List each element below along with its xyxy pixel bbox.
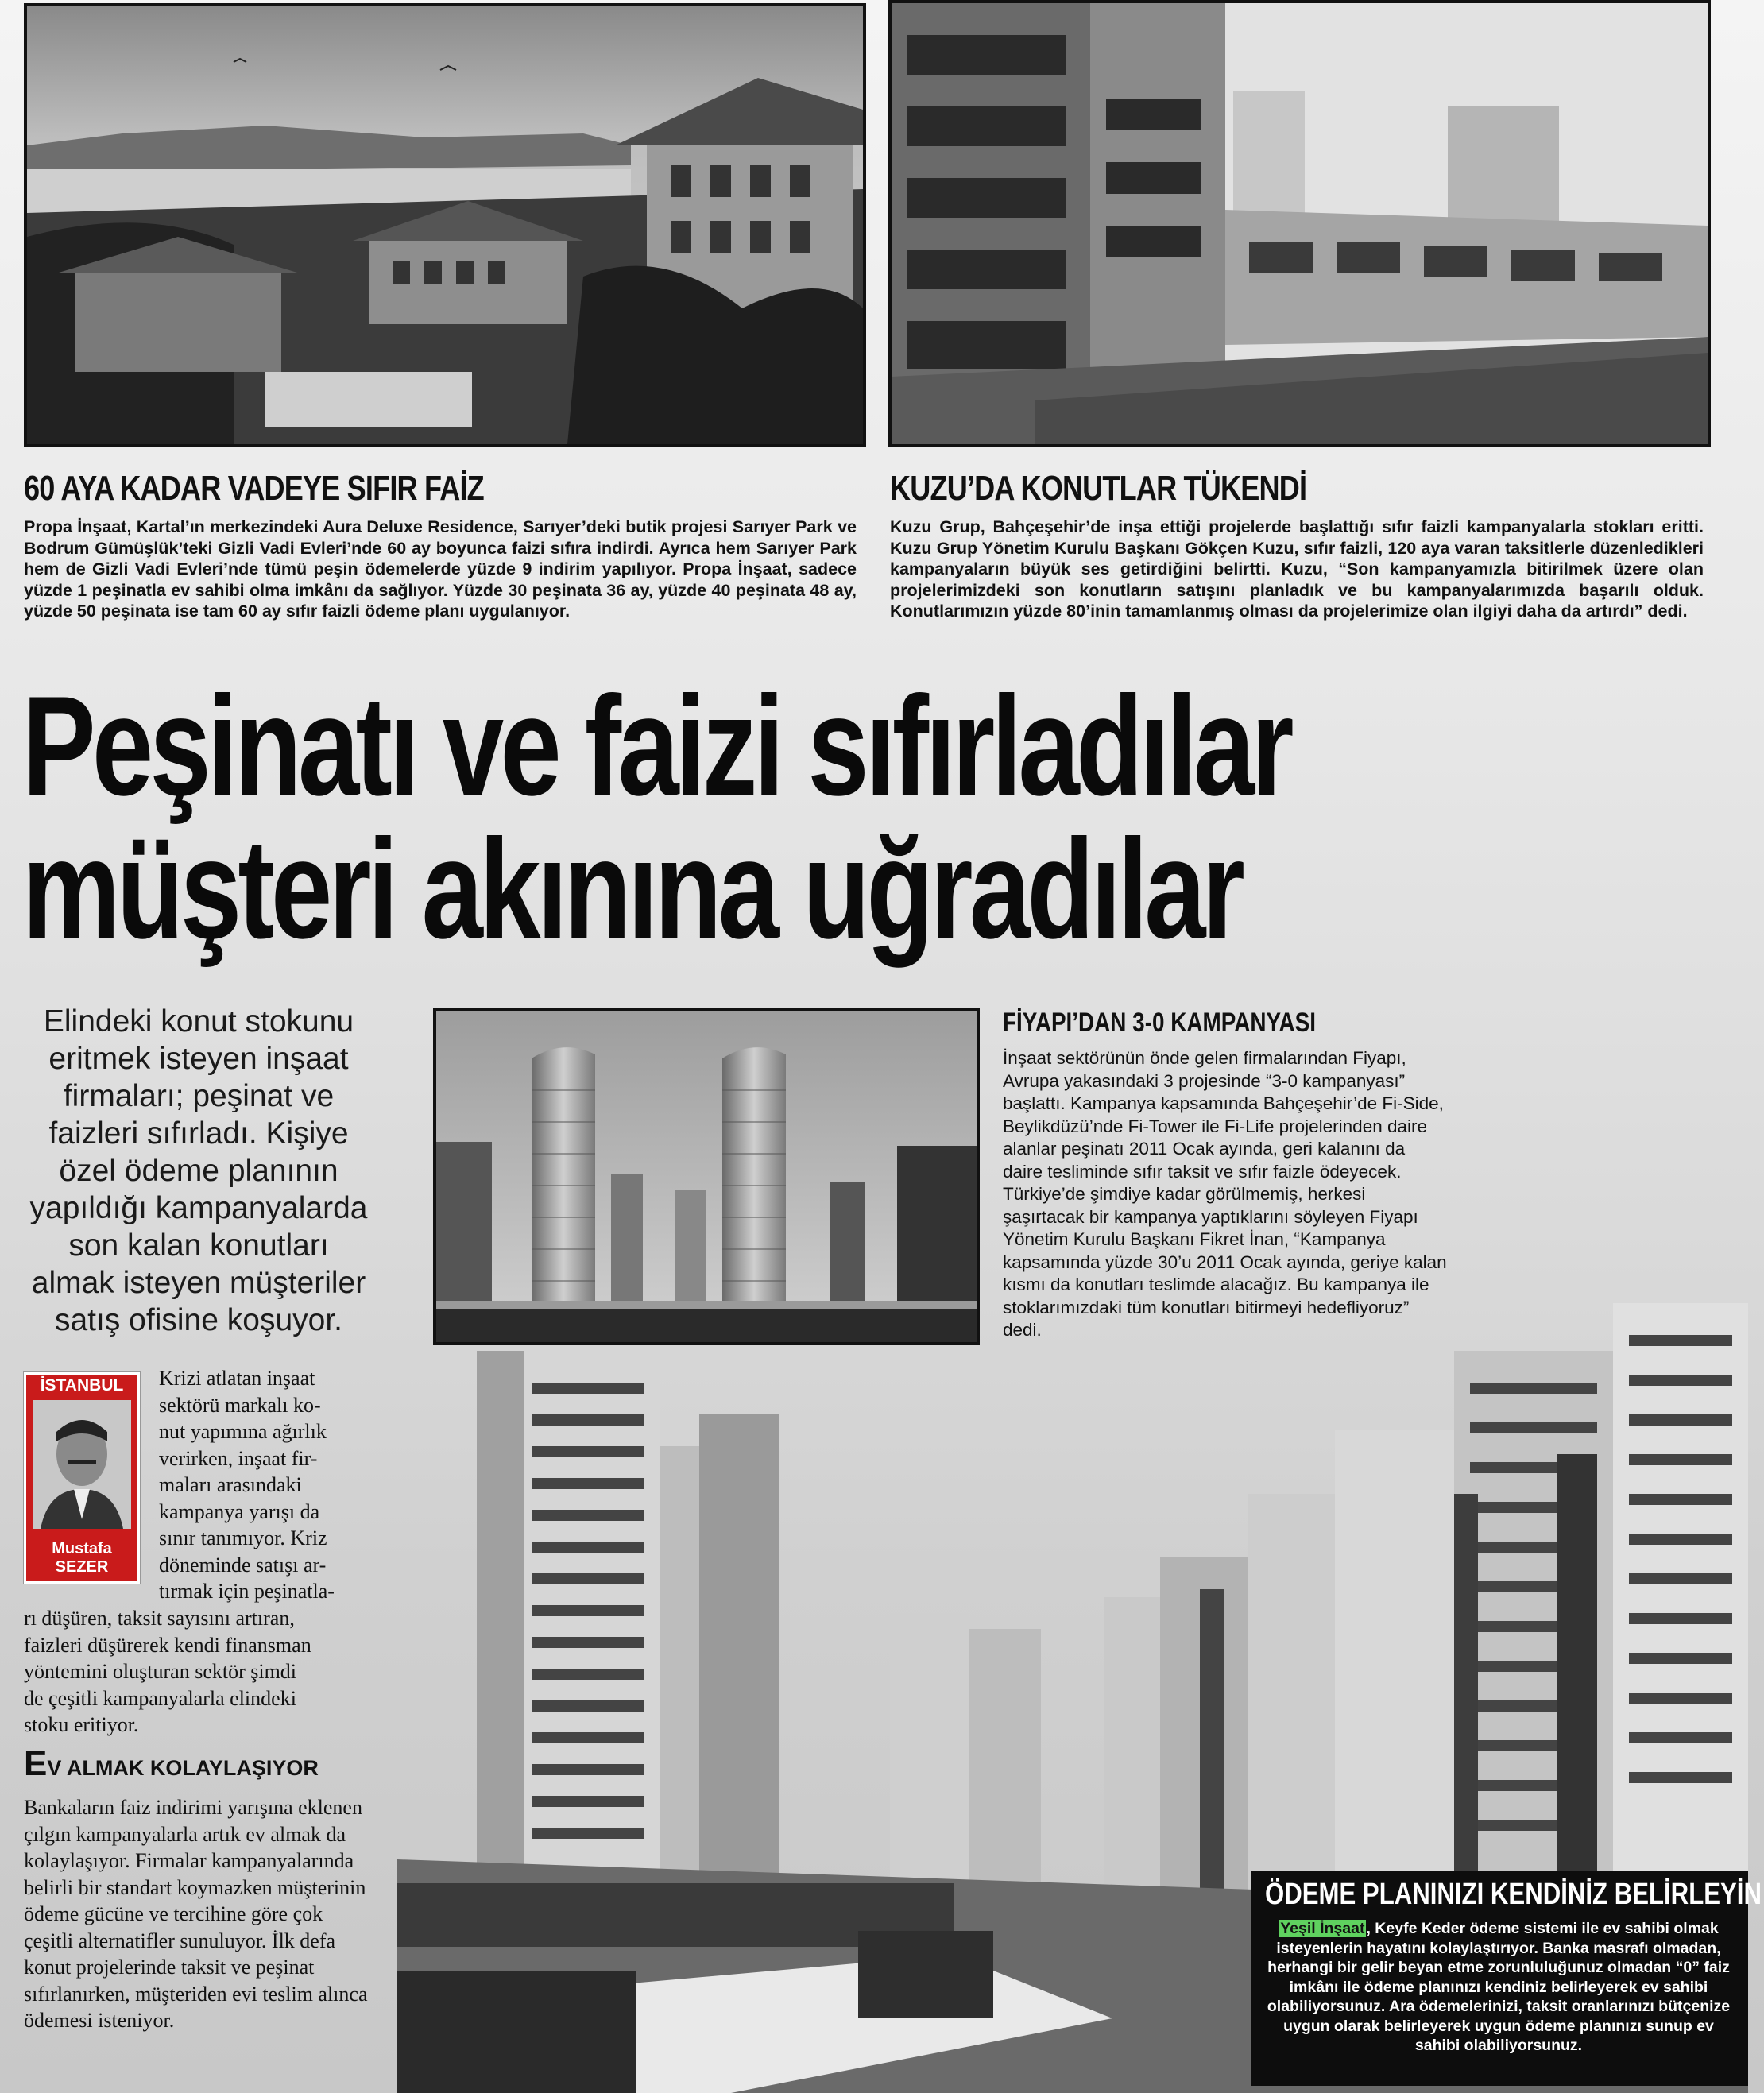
- odeme-text: , Keyfe Keder ödeme sistemi ile ev sahibi olmak isteyenlerin hayatını kolaylaştırıyor. Banka masrafı olmadan, herhangi bir gelir beyan etme zorunluluğunuz olmadan “0” faiz imkânı ile ödeme planınızı kendiniz belirleyerek ev sahibi olabiliyorsunuz. Ara ödemelerinizi, taksit oranlarınızı bütçenize uygun olarak belirleyerek uygun ödeme planınızı sunup ev sahibi olabiliyorsunuz.: [1267, 1920, 1731, 2054]
- main-line: tırmak için peşinatla-: [159, 1580, 335, 1603]
- section-heading-initial: E: [24, 1744, 48, 1783]
- author-last-name: SEZER: [55, 1558, 109, 1576]
- author-first-name: Mustafa: [52, 1540, 112, 1557]
- main-line: nut yapımına ağırlık: [159, 1420, 327, 1443]
- main-line: rı düşüren, taksit sayısını artıran,: [24, 1607, 295, 1630]
- intro-text: Elindeki konut stokunu eritmek isteyen inşaat firmaları; peşinat ve faizleri sıfırladı. Kişiye özel ödeme planının yapıldığı kampanyalarda son kalan konutları almak isteyen müşteriler satış ofisine koşuyor.: [29, 1004, 368, 1337]
- author-city: İSTANBUL: [40, 1376, 124, 1395]
- fiyapi-body: İnşaat sektörünün önde gelen firmalarından Fiyapı, Avrupa yakasındaki 3 projesinde “3-0 kampanyası” başlattı. Kampanya kapsamında Bahçeşehir’de Fi-Side, Beylikdüzü’nde Fi-Tower ile Fi-Life projelerinden daire alanlar peşinatı 2011 Ocak ayında, geri kalanını da daire tesliminde sıfır taksit ve sıfır faizle ödeyecek. Türkiye’de şimdiye kadar görülmemiş, herkesi şaşırtacak bir kampanya yaptıklarını söyleyen Fiyapı Yönetim Kurulu Başkanı Fikret İnan, “Kampanya kapsamında yüzde 30’u 2011 Ocak ayında, geriye kalan kısmı da konutları teslimde alacağız. Bu kampanya ile stoklarımızdaki tüm konutları bitirmeyi hedefliyoruz” dedi.: [1003, 1048, 1447, 1340]
- main-line: Krizi atlatan inşaat: [159, 1367, 315, 1390]
- main-line: sektörü markalı ko-: [159, 1393, 321, 1417]
- main-line: yöntemini oluşturan sektör şimdi: [24, 1660, 297, 1683]
- section-heading-rest: V ALMAK KOLAYLAŞIYOR: [47, 1756, 319, 1780]
- main-line: maları arasındaki: [159, 1473, 302, 1496]
- top-left-title: 60 AYA KADAR VADEYE SIFIR FAİZ: [24, 469, 484, 508]
- fiyapi-title: FİYAPI’DAN 3-0 KAMPANYASI: [1003, 1008, 1317, 1038]
- odeme-box: [1251, 1871, 1762, 2086]
- top-right-body: Kuzu Grup, Bahçeşehir’de inşa ettiği projelerde başlattığı sıfır faizli kampanyalarla stokları eritti. Kuzu Grup Yönetim Kurulu Başkanı Gökçen Kuzu, sıfır faizli, 120 aya varan taksitlerle düzenledikleri kampanyaların büyük ses getirdiğini belirtti. Kuzu, “Son kampanyamızla bitirilmek üzere olan projelerimizdeki son konutların satışını planladık ve bu kampanyalarımızda başarılı olduk. Konutlarımızın yüzde 80’inin tamamlanmış olması da projelerimize olan ilgiyi daha da artırdı” dedi.: [890, 517, 1704, 621]
- odeme-title: ÖDEME PLANINIZI KENDİNİZ BELİRLEYİN: [1265, 1878, 1762, 1911]
- section-heading: [24, 1744, 319, 1783]
- headline-line-2: müşteri akınına uğradılar: [22, 810, 1242, 968]
- main-text-wrap: [159, 1365, 389, 1605]
- author-box: [24, 1372, 140, 1584]
- author-photo: [33, 1400, 131, 1529]
- main-line: stoku eritiyor.: [24, 1713, 139, 1736]
- main-line: döneminde satışı ar-: [159, 1553, 327, 1577]
- photo-kuzu-buildings: [888, 0, 1711, 447]
- top-left-body: Propa İnşaat, Kartal’ın merkezindeki Aura Deluxe Residence, Sarıyer’deki butik projesi Sarıyer Park ve Bodrum Gümüşlük’teki Gizli Vadi Evleri’nde 60 ay boyunca faizi sıfıra indirdi. Ayrıca hem Sarıyer Park hem de Gizli Vadi Evleri’nde tümü peşin ödemelerde yüzde 9 indirim yapılıyor. Propa İnşaat, sadece yüzde 1 peşinatla ev sahibi olma imkânı da sağlıyor. Yüzde 30 peşinata 36 ay, yüzde 40 peşinata 48 ay, yüzde 50 peşinata ise tam 60 ay sıfır faizli ödeme planı uygulanıyor.: [24, 517, 857, 621]
- main-line: faizleri düşürerek kendi finansman: [24, 1633, 311, 1657]
- odeme-body: [1265, 1919, 1732, 2056]
- main-line: de çeşitli kampanyalarla elindeki: [24, 1686, 296, 1710]
- headline-line-1: Peşinatı ve faizi sıfırladılar: [22, 667, 1290, 825]
- photo-villas: [24, 3, 866, 447]
- main-line: sınır tanımıyor. Kriz: [159, 1526, 327, 1549]
- main-text-full: [24, 1605, 389, 1739]
- top-right-title: KUZU’DA KONUTLAR TÜKENDİ: [890, 469, 1307, 508]
- odeme-highlight: Yeşil İnşaat: [1280, 1920, 1365, 1937]
- author-name: [26, 1540, 137, 1577]
- section-body: Bankaların faiz indirimi yarışına eklenen çılgın kampanyalarla artık ev almak da kolaylaşıyor. Firmalar kampanyalarında belirli bir standart koymazken müşterinin ödeme gücüne ve tercihine göre çok çeşitli alternatifler sunuluyor. İlk defa konut projelerinde taksit ve peşinat sıfırlanırken, müşteriden evi teslim alınca ödemesi isteniyor.: [24, 1796, 368, 2032]
- main-line: verirken, inşaat fir-: [159, 1446, 318, 1470]
- main-line: kampanya yarışı da: [159, 1499, 320, 1523]
